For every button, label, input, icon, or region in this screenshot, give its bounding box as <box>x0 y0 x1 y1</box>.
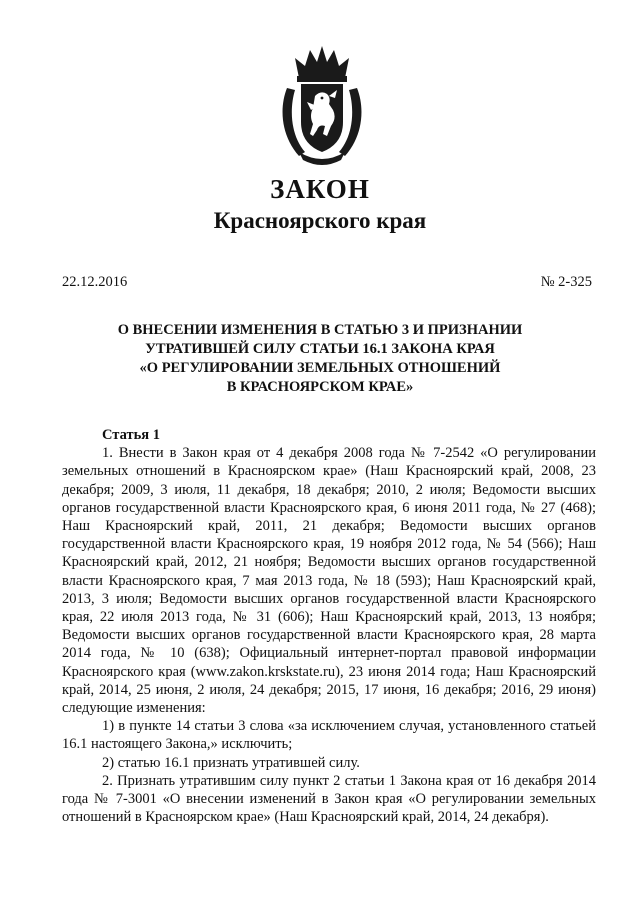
law-heading <box>80 321 560 397</box>
heading-line: «О РЕГУЛИРОВАНИИ ЗЕМЕЛЬНЫХ ОТНОШЕНИЙ <box>139 360 501 376</box>
paragraph-4: 2. Признать утратившим силу пункт 2 статьи 1 Закона края от 16 декабря 2014 года № 7-3001 «О внесении изменений в Закон края «О регулировании земельных отношений в Красноярском крае» (Наш Красноярский край, 2014, 24 декабря). <box>62 772 596 826</box>
article-label: Статья 1 <box>102 427 160 443</box>
law-subtitle: Красноярского края <box>213 208 427 233</box>
paragraph-1: 1. Внести в Закон края от 4 декабря 2008 года № 7-2542 «О регулировании земельных отношений в Красноярском крае» (Наш Красноярский край, 2008, 23 декабря; 2009, 3 июля, 11 декабря, 18 декабря; 2010, 2 июля; Ведомости высших органов государственной власти Красноярского края, 6 июня 2011 года, № 27 (468); Наш Красноярский край, 2011, 21 декабря; Ведомости высших органов государственной власти Красноярского края, 19 ноября 2012 года, № 54 (566); Наш Красноярский край, 2012, 21 ноября; Ведомости высших органов государственной власти Красноярского края, 7 мая 2013 года, № 18 (593); Наш Красноярский край, 2013, 3 июля; Ведомости высших органов государственной власти Красноярского края, 22 июля 2013 года, № 31 (606); Наш Красноярский край, 2013, 13 ноября; Ведомости высших органов государственной власти Красноярского края, 28 марта 2014 года, № 10 (638); Официальный интернет-портал правовой информации Красноярского края (www.zakon.krskstate.ru), 23 июня 2014 года; Наш Красноярский край, 2014, 25 июня, 2 июля, 24 декабря; 2015, 17 июня, 16 декабря; 2016, 29 июня) следующие изменения: <box>62 445 596 717</box>
paragraph-3: 2) статью 16.1 признать утратившей силу. <box>102 754 360 771</box>
heading-line: В КРАСНОЯРСКОМ КРАЕ» <box>226 379 414 395</box>
paragraph-2: 1) в пункте 14 статьи 3 слова «за исключением случая, установленного статьей 16.1 настоящего Закона,» исключить; <box>62 718 596 753</box>
law-date: 22.12.2016 <box>62 274 128 290</box>
krasnoyarsk-coat-of-arms-icon <box>277 44 367 168</box>
law-title: ЗАКОН <box>270 174 370 204</box>
law-body <box>62 426 596 826</box>
law-number: № 2-325 <box>540 274 592 290</box>
heading-line: О ВНЕСЕНИИ ИЗМЕНЕНИЯ В СТАТЬЮ 3 И ПРИЗНАНИИ <box>117 322 523 338</box>
heading-line: УТРАТИВШЕЙ СИЛУ СТАТЬИ 16.1 ЗАКОНА КРАЯ <box>145 341 495 357</box>
